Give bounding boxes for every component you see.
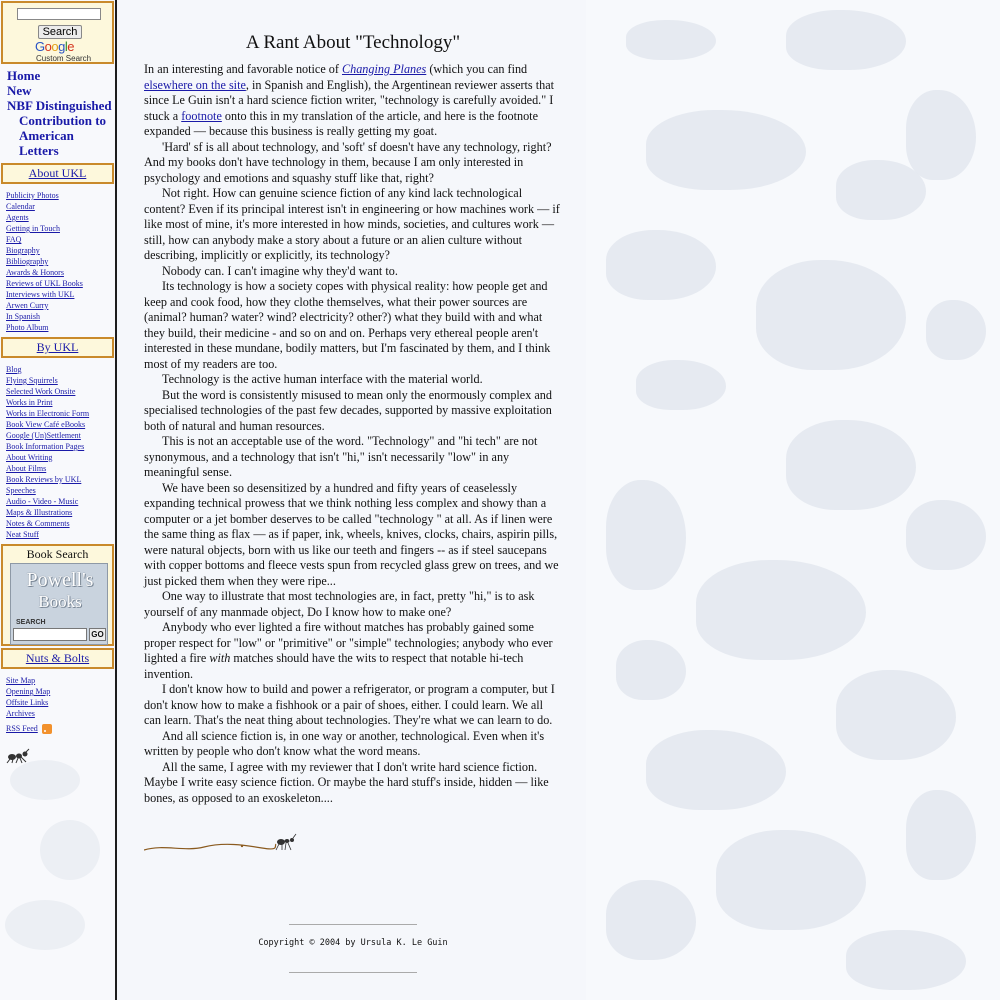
by-ukl-link[interactable]: Maps & Illustrations <box>6 508 73 517</box>
copyright: Copyright © 2004 by Ursula K. Le Guin <box>258 938 448 948</box>
by-ukl-link[interactable]: Speeches <box>6 486 36 495</box>
main-nav <box>7 68 115 158</box>
search-input[interactable] <box>17 8 101 20</box>
footnote-link[interactable]: footnote <box>181 108 222 123</box>
by-ukl-link[interactable]: Audio - Video - Music <box>6 497 79 506</box>
paragraph: Technology is the active human interface with the material world. <box>162 372 483 386</box>
about-ukl-link[interactable]: Reviews of UKL Books <box>6 279 83 288</box>
page-title: A Rant About "Technology" <box>245 32 461 53</box>
about-ukl-link[interactable]: Getting in Touch <box>6 224 60 233</box>
about-ukl-link[interactable]: Photo Album <box>6 323 49 332</box>
by-ukl-link[interactable]: Neat Stuff <box>6 530 39 539</box>
by-ukl-link[interactable]: About Films <box>6 464 47 473</box>
divider <box>289 972 417 973</box>
by-ukl-link[interactable]: Notes & Comments <box>6 519 70 528</box>
by-ukl-link[interactable]: Blog <box>6 365 22 374</box>
about-ukl-link[interactable]: In Spanish <box>6 312 40 321</box>
by-ukl-link[interactable]: Flying Squirrels <box>6 376 58 385</box>
nuts-bolts-link[interactable]: Offsite Links <box>6 698 49 707</box>
book-search-go-button[interactable]: GO <box>89 628 106 641</box>
about-ukl-heading[interactable]: About UKL <box>1 163 114 184</box>
powells-books-widget <box>10 563 108 645</box>
nuts-bolts-link[interactable]: Archives <box>6 709 35 718</box>
about-ukl-link[interactable]: Agents <box>6 213 29 222</box>
footer <box>144 924 562 973</box>
powells-search-label: SEARCH <box>16 619 46 626</box>
paragraph: But the word is consistently misused to mean only the enormously complex and specialised technologies of the past few decades, supported by massive exploitation both of natural and human resources. <box>144 387 552 433</box>
elsewhere-link[interactable]: elsewhere on the site <box>144 77 246 92</box>
by-ukl-link[interactable]: Selected Work Onsite <box>6 387 76 396</box>
search-button[interactable]: Search <box>38 25 82 39</box>
paragraph: Its technology is how a society copes with physical reality: how people get and keep and cook food, how they clothe themselves, what their power sources are (animal? human? water? wind? electricity? other?) what they build with and what they build, their medicine - and so on and on. Perhaps very ethereal people aren't interested in these mundane, bodily matters, but I'm fascinated by them, and I think most of my readers are too. <box>144 279 551 371</box>
by-ukl-link[interactable]: Book View Café eBooks <box>6 420 86 429</box>
by-ukl-link[interactable]: Google (Un)Settlement <box>6 431 81 440</box>
text: onto this in my translation of the article, and here is the footnote expanded — because this business is really getting my goat. <box>144 108 538 138</box>
paragraph: We have been so desensitized by a hundred and fifty years of ceaselessly expanding technical prowess that we think nothing less complex and showy than a computer or a jet bomber deserves to be called "technology " at all. As if linen were the same thing as flax — as if paper, ink, wheels, knives, clocks, chairs, aspirin pills, were natural objects, born with us like our teeth and fingers -- as if steel saucepans with copper bottoms and fleece vests spun from recycled glass grew on trees, and we just picked them when they were ripe... <box>144 480 559 588</box>
divider <box>289 924 417 925</box>
article-body <box>144 62 562 806</box>
text: (which you can find <box>426 62 528 76</box>
about-ukl-links <box>6 190 115 333</box>
about-ukl-link[interactable]: FAQ <box>6 235 22 244</box>
article <box>144 0 562 859</box>
nav-nbf-award[interactable]: NBF Distinguished Contribution to American Letters <box>7 98 112 158</box>
nuts-bolts-link[interactable]: Site Map <box>6 676 36 685</box>
custom-search-label: Custom Search <box>36 54 92 63</box>
rss-row <box>6 723 115 734</box>
text: In an interesting and favorable notice of <box>144 62 342 76</box>
nuts-bolts-heading[interactable]: Nuts & Bolts <box>1 648 114 669</box>
changing-planes-link[interactable]: Changing Planes <box>341 62 427 76</box>
about-ukl-link[interactable]: Biography <box>6 246 40 255</box>
nav-home[interactable]: Home <box>7 68 41 83</box>
by-ukl-link[interactable]: Works in Print <box>6 398 53 407</box>
site-search-box <box>1 1 114 64</box>
about-ukl-link[interactable]: Calendar <box>6 202 35 211</box>
nuts-bolts-links <box>6 675 115 719</box>
map-background <box>586 0 1000 1000</box>
about-ukl-link[interactable]: Arwen Curry <box>6 301 49 310</box>
paragraph: I don't know how to build and power a refrigerator, or program a computer, but I don't know how to make a fishhook or a pair of shoes, either. I could learn. We all can learn. That's the neat thing about technologies. They're what we can learn to do. <box>144 682 555 727</box>
text: , in Spanish and English), the Argentinean reviewer asserts that since Le Guin isn't a hard science fiction writer, "technology is carefully avoided." I stuck a <box>144 77 554 123</box>
book-search-box <box>1 544 114 646</box>
paragraph: Nobody can. I can't imagine why they'd want to. <box>162 263 398 278</box>
paragraph: This is not an acceptable use of the word. "Technology" and "hi tech" are not synonymous, and a technology that isn't "hi," isn't necessarily "low" in any meaningful sense. <box>144 434 538 479</box>
paragraph: One way to illustrate that most technologies are, in fact, pretty "hi," is to ask yourself of any manmade object, Do I know how to make one? <box>144 589 535 619</box>
nuts-bolts-link[interactable]: Opening Map <box>6 687 51 696</box>
paragraph: 'Hard' sf is all about technology, and 'soft' sf doesn't have any technology, right? And my books don't have technology in them, because I am only interested in psychology and emotions and squashy stuff like that, right? <box>144 139 552 185</box>
paragraph: All the same, I agree with my reviewer that I don't write hard science fiction. Maybe I write easy science fiction. Or maybe the hard stuff's inside, hidden — like bones, as opposed to an exoskeleton.... <box>144 759 549 805</box>
google-logo: Google <box>35 39 74 54</box>
text: Anybody who ever lighted a fire without matches has probably gained some proper respect for "low" or "primitive" or "simple" technologies; anybody who ever lighted a fire <box>144 620 553 665</box>
about-ukl-link[interactable]: Bibliography <box>6 257 49 266</box>
book-search-input[interactable] <box>13 628 87 641</box>
ant-icon <box>6 748 115 769</box>
about-ukl-link[interactable]: Publicity Photos <box>6 191 59 200</box>
text: matches should have the wits to respect that notable hi-tech invention. <box>144 651 524 681</box>
powells-logo: Powell's <box>26 569 94 591</box>
paragraph-intro <box>144 62 562 140</box>
about-ukl-link[interactable]: Interviews with UKL <box>6 290 75 299</box>
paragraph: And all science fiction is, in one way or another, technological. Even when it's written by people who don't know what the word means. <box>144 728 545 758</box>
by-ukl-link[interactable]: About Writing <box>6 453 53 462</box>
by-ukl-link[interactable]: Book Information Pages <box>6 442 85 451</box>
powells-logo-books: Books <box>38 592 82 611</box>
about-ukl-link[interactable]: Awards & Honors <box>6 268 64 277</box>
paragraph: Not right. How can genuine science fiction of any kind lack technological content? Even if its principal interest isn't in engineering or how machines work — if like most of mine, it's more interested in how minds, societies, and cultures work — still, how can anybody make a story about a future or an alien culture without describing, implicitly or explicitly, its technology? <box>144 186 560 262</box>
sidebar <box>0 0 117 1000</box>
rss-icon[interactable] <box>42 724 52 734</box>
by-ukl-links <box>6 364 115 540</box>
rss-feed-link[interactable]: RSS Feed <box>6 724 38 733</box>
emphasis: with <box>209 651 231 665</box>
by-ukl-link[interactable]: Book Reviews by UKL <box>6 475 82 484</box>
ant-trail-signature <box>144 830 562 859</box>
book-search-title: Book Search <box>26 547 89 561</box>
by-ukl-link[interactable]: Works in Electronic Form <box>6 409 90 418</box>
nav-new[interactable]: New <box>7 83 32 98</box>
paragraph-fire <box>144 620 562 682</box>
by-ukl-heading[interactable]: By UKL <box>1 337 114 358</box>
